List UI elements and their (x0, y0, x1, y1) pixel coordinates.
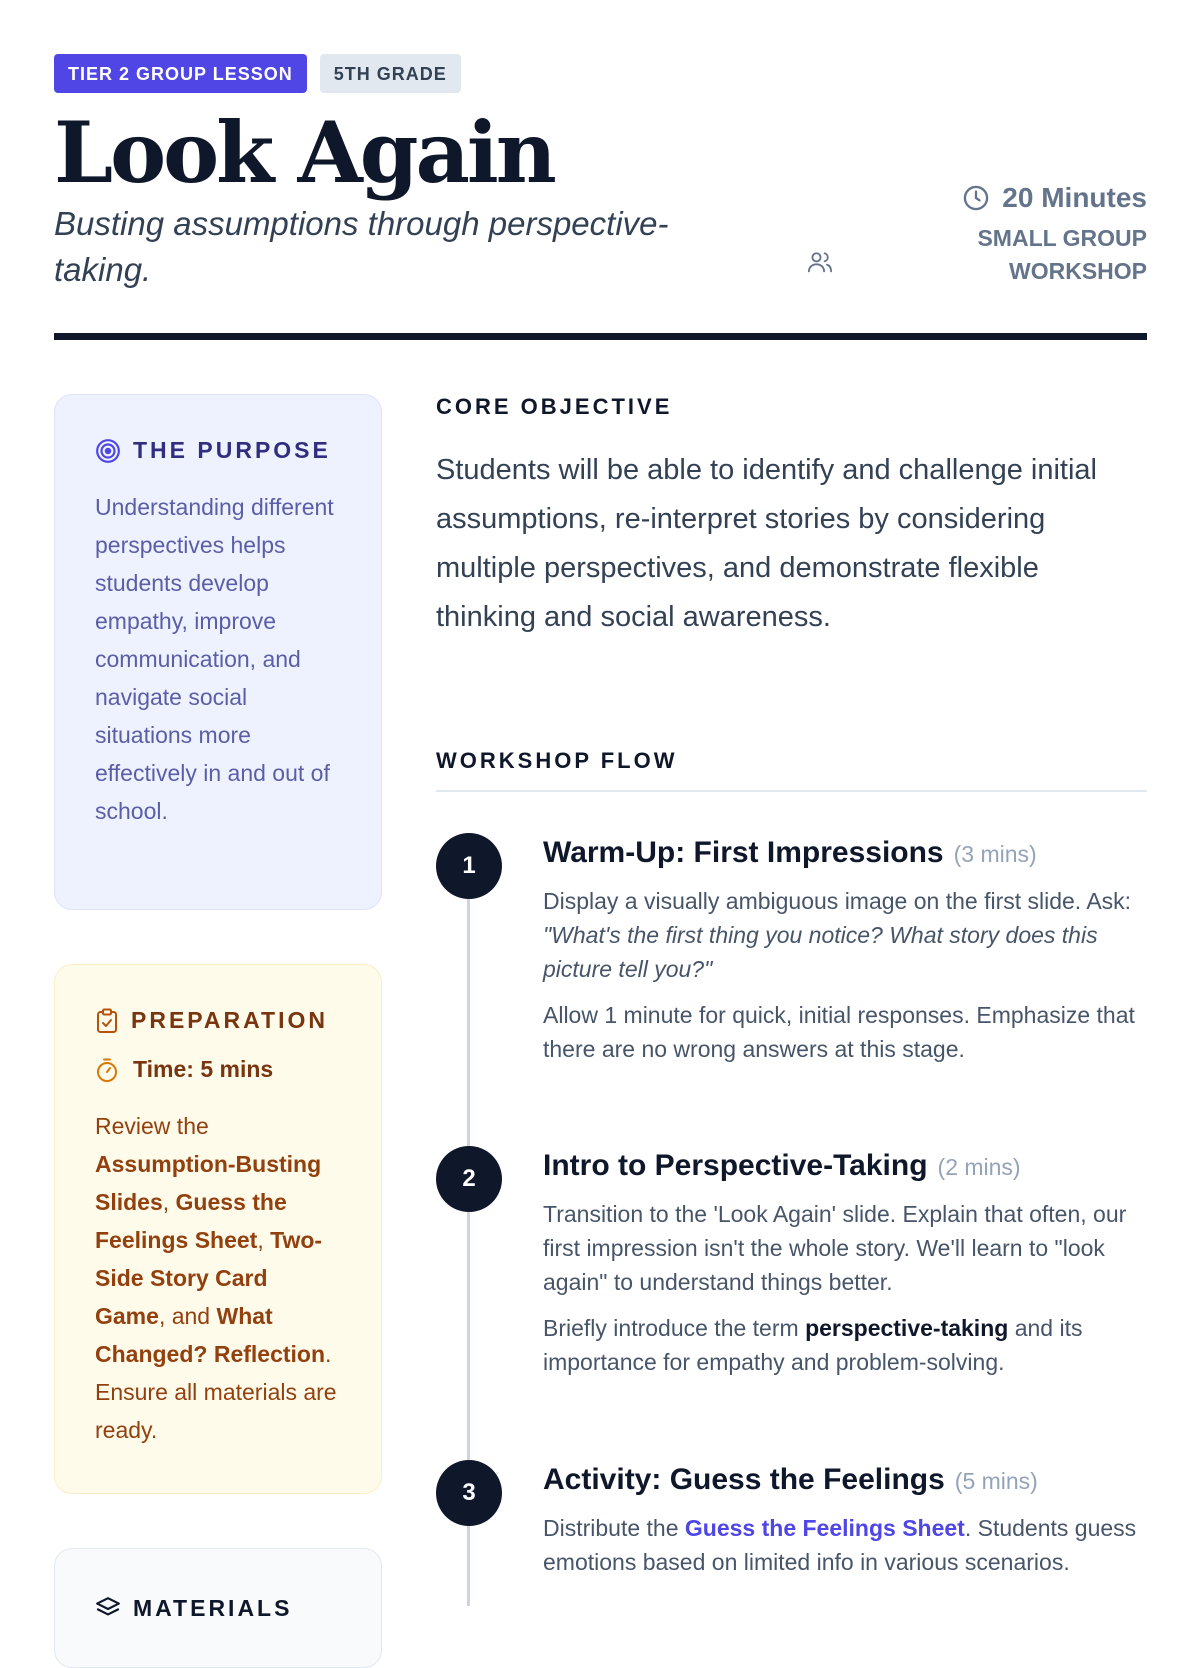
materials-card (54, 1548, 382, 1668)
purpose-card (54, 394, 382, 910)
step-paragraph (543, 1511, 1143, 1579)
preparation-heading-text: PREPARATION (131, 1007, 328, 1033)
objective-text: Students will be able to identify and challenge initial assumptions, re-interpret stories by considering multiple perspectives, and demonstrate flexible thinking and social awareness. (436, 454, 1097, 633)
page-title: Look Again (54, 103, 554, 202)
format-line-1: SMALL GROUP (977, 225, 1147, 251)
step-text: and its importance for empathy and problem-solving. (543, 1315, 1083, 1375)
tag-row (54, 54, 1147, 93)
step-title (543, 1460, 1143, 1501)
users-icon (806, 248, 834, 276)
step-body (543, 1460, 1143, 1579)
preparation-heading (95, 1007, 341, 1034)
stopwatch-icon (95, 1057, 119, 1083)
lesson-meta (962, 182, 1147, 288)
preparation-card (54, 964, 382, 1494)
step-number: 1 (436, 833, 502, 899)
header-divider (54, 333, 1147, 340)
step-title (543, 1146, 1143, 1187)
purpose-heading (95, 437, 341, 464)
lesson-header (54, 54, 1147, 288)
clipboard-icon (95, 1008, 119, 1034)
prep-outro: . Ensure all materials are ready. (95, 1341, 337, 1443)
step-number: 2 (436, 1146, 502, 1212)
preparation-text (95, 1107, 341, 1449)
step-title-text: Intro to Perspective-Taking (543, 1149, 928, 1182)
step-text: . Students guess emotions based on limited info in various scenarios. (543, 1515, 1137, 1575)
purpose-heading-text: THE PURPOSE (133, 437, 331, 463)
prep-intro: Review the (95, 1113, 209, 1139)
layers-icon (95, 1596, 121, 1622)
step-paragraph (543, 1311, 1143, 1379)
step-body (543, 833, 1143, 1066)
material-card-game: Two-Side Story Card Game (95, 1227, 323, 1329)
step-duration: (3 mins) (953, 841, 1037, 867)
step-duration: (2 mins) (937, 1154, 1021, 1180)
target-icon (95, 438, 121, 464)
material-feelings-sheet: Guess the Feelings Sheet (95, 1189, 287, 1253)
step-title (543, 833, 1143, 874)
step-text: Distribute the (543, 1515, 685, 1541)
step-body (543, 1146, 1143, 1379)
objective-label: CORE OBJECTIVE (436, 394, 673, 419)
workshop-flow-label: WORKSHOP FLOW (436, 748, 678, 773)
material-slides: Assumption-Busting Slides (95, 1151, 322, 1215)
duration-text: 20 Minutes (1002, 182, 1147, 213)
step-number: 3 (436, 1460, 502, 1526)
step-title-text: Warm-Up: First Impressions (543, 836, 944, 869)
preparation-time (95, 1056, 341, 1083)
format-text (962, 222, 1147, 288)
prep-sep: , and (158, 1303, 217, 1329)
feelings-sheet-link[interactable]: Guess the Feelings Sheet (684, 1515, 965, 1541)
step-paragraph: Transition to the 'Look Again' slide. Explain that often, our first impression isn't the whole story. We'll learn to "look again" to understand things better. (543, 1201, 1127, 1295)
step-text: Briefly introduce the term (543, 1315, 806, 1341)
materials-heading (95, 1595, 341, 1622)
purpose-text: Understanding different perspectives helps students develop empathy, improve communication, and navigate social situations more effectively in and out of school. (95, 494, 334, 824)
duration-row (962, 182, 1147, 214)
materials-heading-text: MATERIALS (133, 1595, 293, 1621)
grade-tag: 5TH GRADE (320, 54, 461, 93)
step-text: Display a visually ambiguous image on the first slide. Ask: (543, 888, 1132, 914)
prep-sep: , (162, 1189, 176, 1215)
step-duration: (5 mins) (954, 1468, 1038, 1494)
step-title-text: Activity: Guess the Feelings (543, 1463, 945, 1496)
format-line-2: WORKSHOP (1009, 258, 1147, 284)
material-reflection: What Changed? Reflection (95, 1303, 326, 1367)
step-quote: "What's the first thing you notice? What story does this picture tell you?" (543, 922, 1098, 982)
tier-tag: TIER 2 GROUP LESSON (54, 54, 307, 93)
prep-sep: , (257, 1227, 271, 1253)
step-paragraph (543, 884, 1143, 986)
workshop-flow-divider (436, 790, 1147, 792)
step-term: perspective-taking (805, 1315, 1009, 1341)
step-paragraph: Allow 1 minute for quick, initial responses. Emphasize that there are no wrong answers at this stage. (543, 1002, 1135, 1062)
page-subtitle: Busting assumptions through perspective-taking. (54, 205, 669, 288)
objective-section (436, 394, 1147, 642)
clock-icon (962, 184, 990, 212)
preparation-time-text: Time: 5 mins (133, 1056, 274, 1082)
